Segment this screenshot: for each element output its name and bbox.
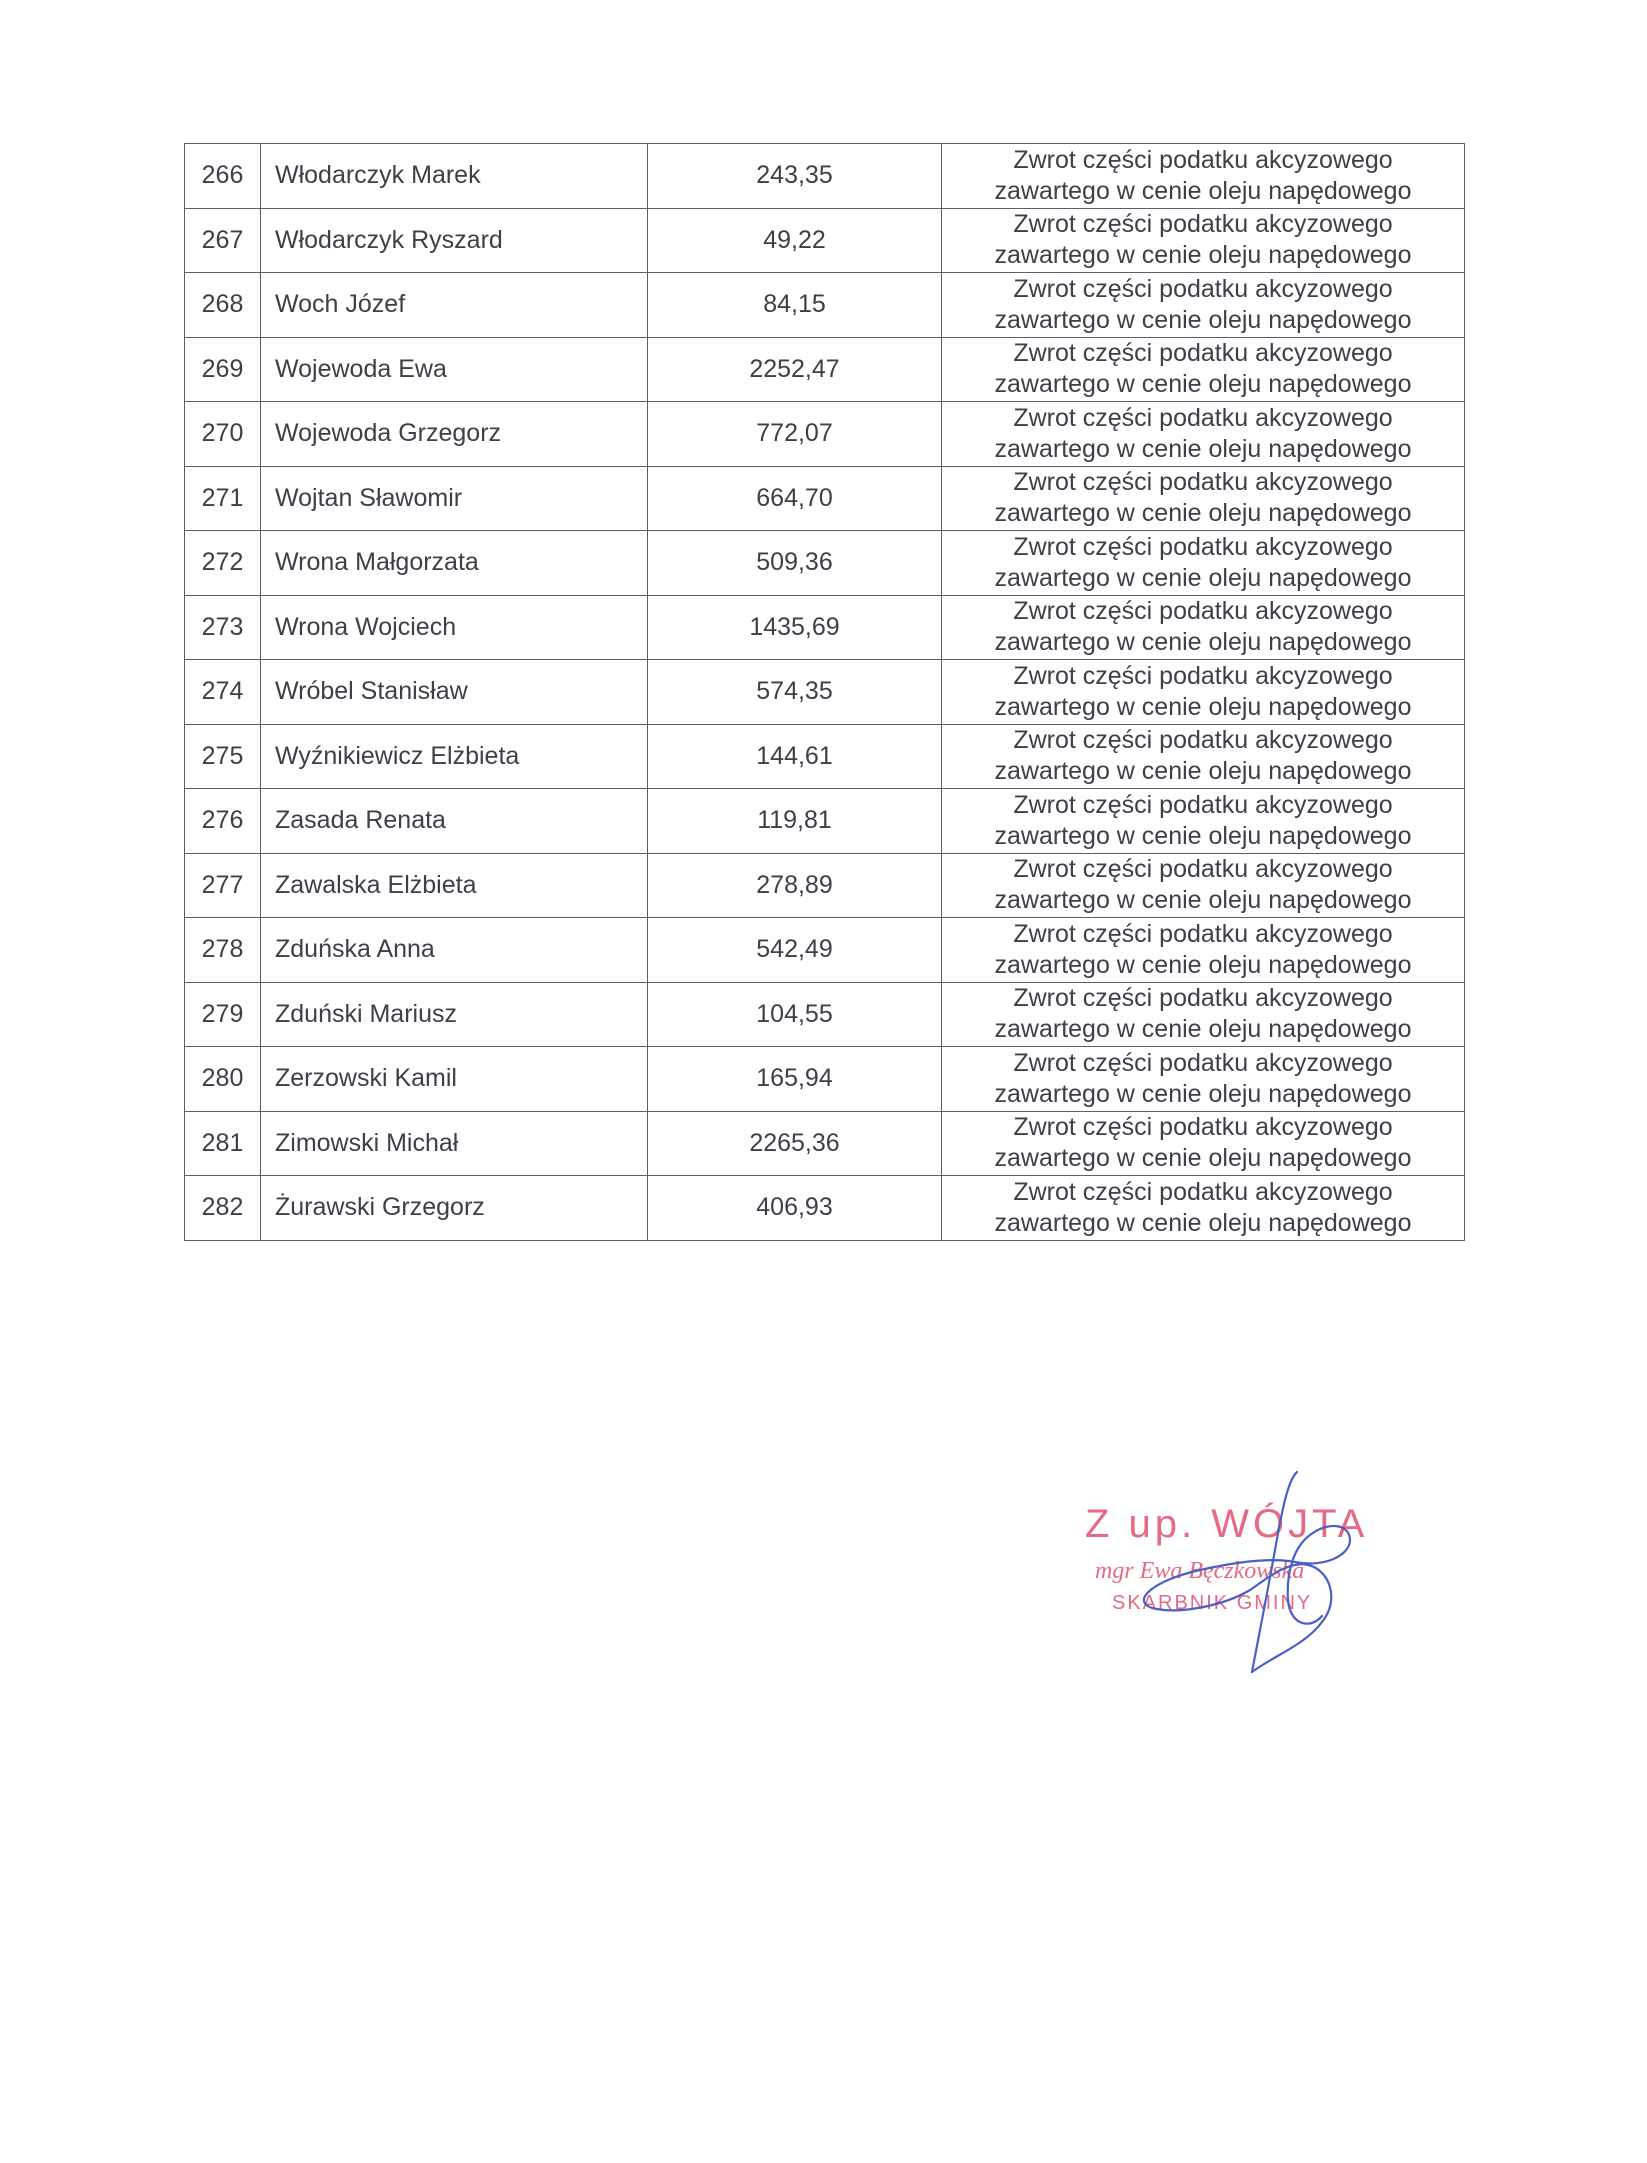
row-number: 269	[185, 337, 261, 402]
description-line-1: Zwrot części podatku akcyzowego	[1013, 210, 1393, 239]
person-name: Zduńska Anna	[261, 918, 648, 983]
person-name: Włodarczyk Marek	[261, 144, 648, 209]
refund-amount: 165,94	[648, 1047, 942, 1112]
row-number: 279	[185, 982, 261, 1047]
person-name: Zduński Mariusz	[261, 982, 648, 1047]
row-number: 266	[185, 144, 261, 209]
row-number: 275	[185, 724, 261, 789]
person-name: Zimowski Michał	[261, 1111, 648, 1176]
person-name: Woch Józef	[261, 273, 648, 338]
row-number: 278	[185, 918, 261, 983]
refund-description	[942, 660, 1465, 725]
refund-description	[942, 982, 1465, 1047]
table-row	[185, 853, 1465, 918]
description-line-1: Zwrot części podatku akcyzowego	[1013, 1177, 1393, 1206]
table-row	[185, 402, 1465, 467]
refund-description	[942, 1047, 1465, 1112]
refund-description	[942, 853, 1465, 918]
person-name: Wrona Małgorzata	[261, 531, 648, 596]
refund-amount: 1435,69	[648, 595, 942, 660]
refund-description	[942, 1176, 1465, 1241]
description-line-1: Zwrot części podatku akcyzowego	[1013, 661, 1393, 690]
stamp-line-authority: Z up. WÓJTA	[1085, 1502, 1369, 1546]
description-line-2: zawartego w cenie oleju napędowego	[994, 499, 1412, 528]
description-line-1: Zwrot części podatku akcyzowego	[1013, 855, 1393, 884]
description-line-1: Zwrot części podatku akcyzowego	[1013, 532, 1393, 561]
refund-amount: 664,70	[648, 466, 942, 531]
person-name: Wróbel Stanisław	[261, 660, 648, 725]
person-name: Wojtan Sławomir	[261, 466, 648, 531]
description-line-1: Zwrot części podatku akcyzowego	[1013, 919, 1393, 948]
refund-amount: 509,36	[648, 531, 942, 596]
row-number: 270	[185, 402, 261, 467]
refund-description	[942, 273, 1465, 338]
person-name: Zawalska Elżbieta	[261, 853, 648, 918]
refund-description	[942, 531, 1465, 596]
description-line-2: zawartego w cenie oleju napędowego	[994, 821, 1412, 850]
description-line-2: zawartego w cenie oleju napędowego	[994, 628, 1412, 657]
table-row	[185, 273, 1465, 338]
person-name: Włodarczyk Ryszard	[261, 208, 648, 273]
description-line-1: Zwrot części podatku akcyzowego	[1013, 274, 1393, 303]
person-name: Zerzowski Kamil	[261, 1047, 648, 1112]
description-line-1: Zwrot części podatku akcyzowego	[1013, 984, 1393, 1013]
refund-description	[942, 789, 1465, 854]
description-line-2: zawartego w cenie oleju napędowego	[994, 434, 1412, 463]
table-row	[185, 466, 1465, 531]
description-line-1: Zwrot części podatku akcyzowego	[1013, 468, 1393, 497]
refund-amount: 278,89	[648, 853, 942, 918]
refund-description	[942, 1111, 1465, 1176]
person-name: Wyźnikiewicz Elżbieta	[261, 724, 648, 789]
description-line-2: zawartego w cenie oleju napędowego	[994, 1144, 1412, 1173]
handwritten-signature	[1060, 1440, 1400, 1680]
table-row	[185, 144, 1465, 209]
table-row	[185, 1176, 1465, 1241]
refund-table-body	[185, 144, 1465, 1241]
official-stamp	[1060, 1440, 1400, 1680]
row-number: 277	[185, 853, 261, 918]
description-line-2: zawartego w cenie oleju napędowego	[994, 692, 1412, 721]
table-row	[185, 918, 1465, 983]
description-line-2: zawartego w cenie oleju napędowego	[994, 1015, 1412, 1044]
refund-amount: 104,55	[648, 982, 942, 1047]
description-line-1: Zwrot części podatku akcyzowego	[1013, 339, 1393, 368]
row-number: 274	[185, 660, 261, 725]
refund-description	[942, 402, 1465, 467]
refund-amount: 49,22	[648, 208, 942, 273]
refund-description	[942, 144, 1465, 209]
table-row	[185, 1047, 1465, 1112]
description-line-1: Zwrot części podatku akcyzowego	[1013, 403, 1393, 432]
refund-description	[942, 724, 1465, 789]
refund-description	[942, 208, 1465, 273]
refund-description	[942, 337, 1465, 402]
table-row	[185, 982, 1465, 1047]
row-number: 267	[185, 208, 261, 273]
row-number: 280	[185, 1047, 261, 1112]
table-row	[185, 724, 1465, 789]
refund-description	[942, 918, 1465, 983]
row-number: 276	[185, 789, 261, 854]
row-number: 271	[185, 466, 261, 531]
refund-table	[184, 143, 1465, 1241]
refund-amount: 84,15	[648, 273, 942, 338]
refund-amount: 2252,47	[648, 337, 942, 402]
person-name: Zasada Renata	[261, 789, 648, 854]
description-line-1: Zwrot części podatku akcyzowego	[1013, 145, 1393, 174]
description-line-1: Zwrot części podatku akcyzowego	[1013, 597, 1393, 626]
refund-amount: 2265,36	[648, 1111, 942, 1176]
table-row	[185, 531, 1465, 596]
table-row	[185, 660, 1465, 725]
description-line-2: zawartego w cenie oleju napędowego	[994, 370, 1412, 399]
refund-amount: 119,81	[648, 789, 942, 854]
row-number: 273	[185, 595, 261, 660]
person-name: Wojewoda Grzegorz	[261, 402, 648, 467]
row-number: 281	[185, 1111, 261, 1176]
description-line-2: zawartego w cenie oleju napędowego	[994, 241, 1412, 270]
description-line-2: zawartego w cenie oleju napędowego	[994, 305, 1412, 334]
description-line-1: Zwrot części podatku akcyzowego	[1013, 790, 1393, 819]
person-name: Żurawski Grzegorz	[261, 1176, 648, 1241]
description-line-2: zawartego w cenie oleju napędowego	[994, 886, 1412, 915]
row-number: 272	[185, 531, 261, 596]
refund-amount: 406,93	[648, 1176, 942, 1241]
refund-amount: 772,07	[648, 402, 942, 467]
person-name: Wojewoda Ewa	[261, 337, 648, 402]
refund-amount: 574,35	[648, 660, 942, 725]
row-number: 282	[185, 1176, 261, 1241]
description-line-1: Zwrot części podatku akcyzowego	[1013, 1113, 1393, 1142]
stamp-line-name: mgr Ewa Bęczkowska	[1095, 1558, 1305, 1584]
table-row	[185, 1111, 1465, 1176]
table-row	[185, 789, 1465, 854]
refund-amount: 144,61	[648, 724, 942, 789]
person-name: Wrona Wojciech	[261, 595, 648, 660]
description-line-2: zawartego w cenie oleju napędowego	[994, 176, 1412, 205]
description-line-2: zawartego w cenie oleju napędowego	[994, 950, 1412, 979]
refund-description	[942, 595, 1465, 660]
description-line-1: Zwrot części podatku akcyzowego	[1013, 726, 1393, 755]
refund-amount: 243,35	[648, 144, 942, 209]
refund-description	[942, 466, 1465, 531]
stamp-line-title: SKARBNIK GMINY	[1112, 1592, 1313, 1614]
table-row	[185, 208, 1465, 273]
table-row	[185, 337, 1465, 402]
row-number: 268	[185, 273, 261, 338]
refund-amount: 542,49	[648, 918, 942, 983]
table-row	[185, 595, 1465, 660]
description-line-2: zawartego w cenie oleju napędowego	[994, 757, 1412, 786]
description-line-2: zawartego w cenie oleju napędowego	[994, 563, 1412, 592]
description-line-2: zawartego w cenie oleju napędowego	[994, 1208, 1412, 1237]
description-line-2: zawartego w cenie oleju napędowego	[994, 1079, 1412, 1108]
description-line-1: Zwrot części podatku akcyzowego	[1013, 1048, 1393, 1077]
